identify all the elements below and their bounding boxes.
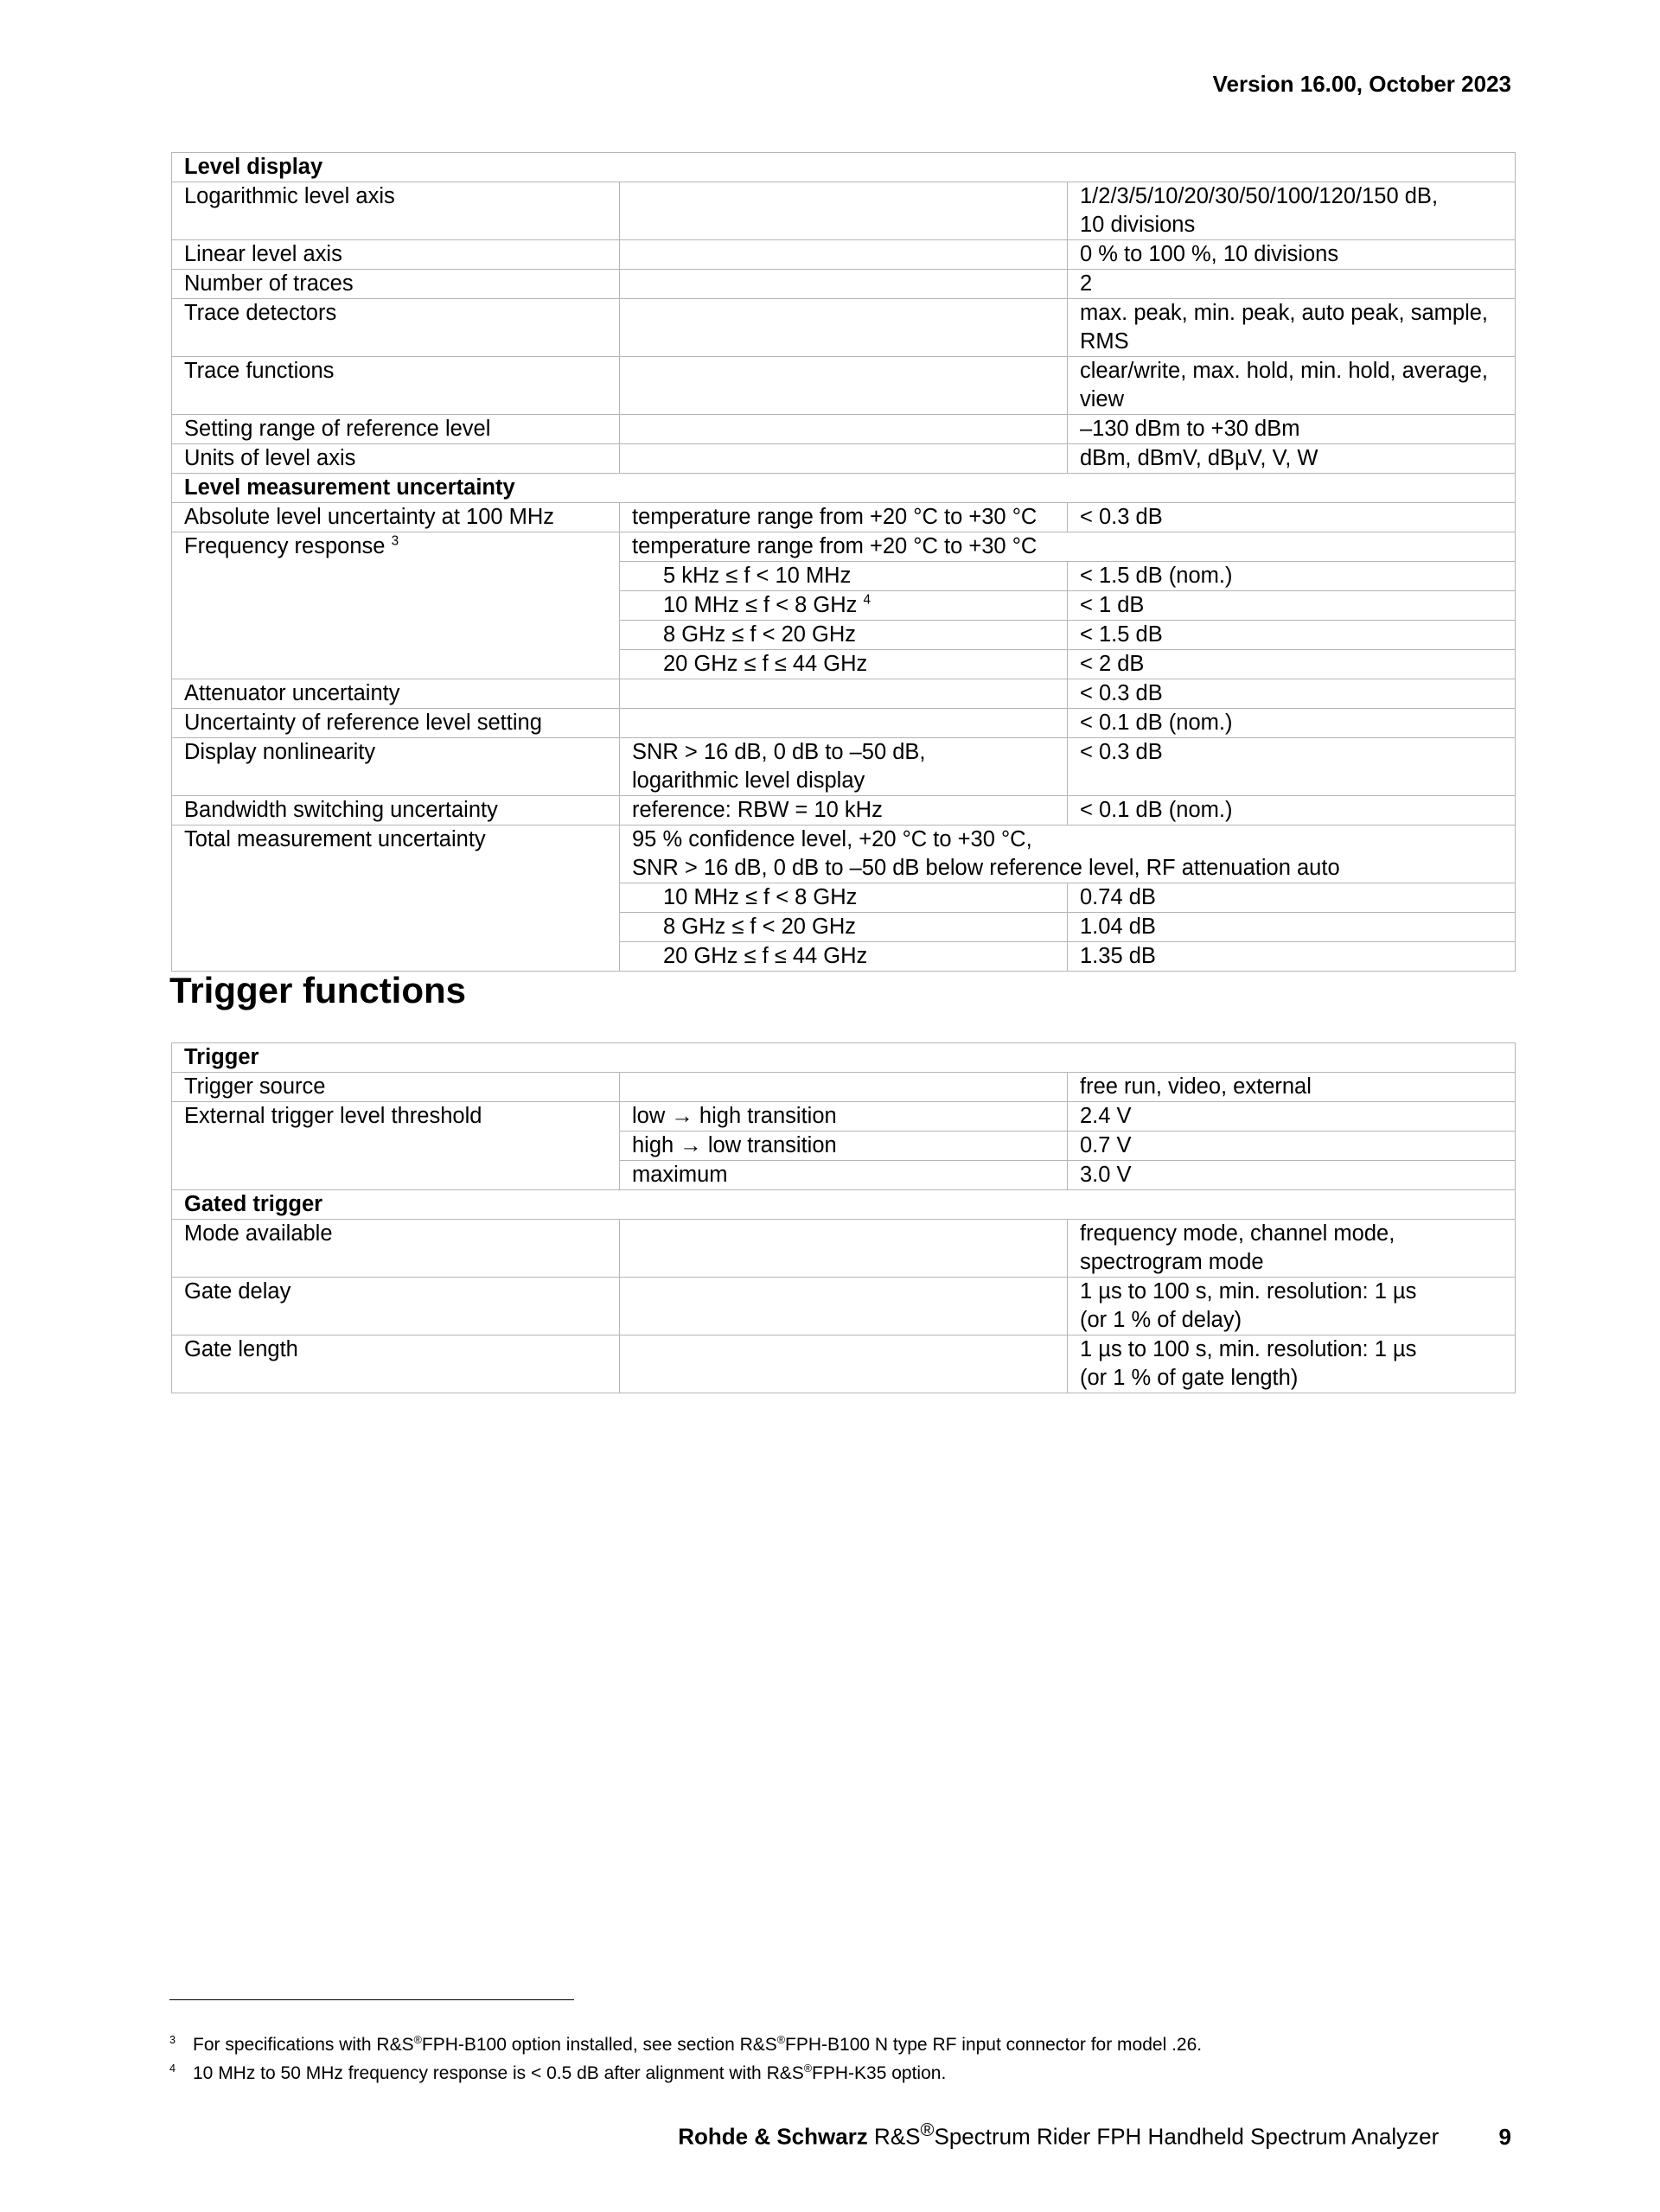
- table-row: [172, 240, 1516, 270]
- row-label: Trace detectors: [172, 299, 620, 357]
- footnote-3: $^3$ For specifications with R&S®FPH-B100 option installed, see section R&S®FPH-B100 N type RF input connector for model .26.: [169, 2034, 1203, 2055]
- table-row: [172, 444, 1516, 474]
- row-label: Logarithmic level axis: [172, 182, 620, 240]
- row-condition: maximum: [620, 1161, 1068, 1190]
- row-condition: 95 % confidence level, +20 °C to +30 °C, SNR > 16 dB, 0 dB to –50 dB below reference level, RF attenuation auto: [620, 826, 1516, 883]
- row-condition: [620, 415, 1068, 444]
- row-value: max. peak, min. peak, auto peak, sample, RMS: [1068, 299, 1516, 357]
- row-value: < 2 dB: [1068, 650, 1516, 679]
- row-label: Mode available: [172, 1220, 620, 1278]
- row-label: Trace functions: [172, 357, 620, 415]
- row-range: 20 GHz ≤ f ≤ 44 GHz: [620, 942, 1068, 972]
- footnote-divider: [169, 1999, 574, 2000]
- registered-mark: ®: [920, 2119, 935, 2140]
- row-range: 10 MHz ≤ f < 8 GHz: [620, 883, 1068, 913]
- row-label: Setting range of reference level: [172, 415, 620, 444]
- row-value: < 0.3 dB: [1068, 503, 1516, 532]
- row-value: –130 dBm to +30 dBm: [1068, 415, 1516, 444]
- table-row: [172, 1190, 1516, 1220]
- row-label: Bandwidth switching uncertainty: [172, 796, 620, 826]
- footer-brand: Rohde & Schwarz: [678, 2123, 868, 2150]
- row-condition: [620, 709, 1068, 738]
- table-row: [172, 1220, 1516, 1278]
- table-row: [172, 357, 1516, 415]
- footer-product: Spectrum Rider FPH Handheld Spectrum Analyzer: [934, 2123, 1440, 2150]
- row-value: free run, video, external: [1068, 1073, 1516, 1102]
- row-condition: [620, 182, 1068, 240]
- row-condition: [620, 270, 1068, 299]
- row-condition: [620, 240, 1068, 270]
- row-condition: [620, 1335, 1068, 1393]
- row-value: 1/2/3/5/10/20/30/50/100/120/150 dB, 10 divisions: [1068, 182, 1516, 240]
- table-row: [172, 182, 1516, 240]
- table-row: [172, 1043, 1516, 1073]
- row-label: External trigger level threshold: [172, 1102, 620, 1190]
- row-label: Display nonlinearity: [172, 738, 620, 796]
- row-range: 8 GHz ≤ f < 20 GHz: [620, 621, 1068, 650]
- row-condition: [620, 679, 1068, 709]
- table-row: [172, 1278, 1516, 1335]
- version-header: Version 16.00, October 2023: [1212, 71, 1511, 97]
- table-row: [172, 679, 1516, 709]
- level-spec-table: [171, 152, 1516, 972]
- table-row: [172, 1102, 1516, 1131]
- trigger-spec-table: [171, 1042, 1516, 1393]
- row-value: 2.4 V: [1068, 1102, 1516, 1131]
- row-value: 3.0 V: [1068, 1161, 1516, 1190]
- row-condition: [620, 1073, 1068, 1102]
- row-condition: reference: RBW = 10 kHz: [620, 796, 1068, 826]
- table-row: [172, 738, 1516, 796]
- row-value: clear/write, max. hold, min. hold, average, view: [1068, 357, 1516, 415]
- table-row: [172, 826, 1516, 883]
- row-value: 1 µs to 100 s, min. resolution: 1 µs (or 1 % of gate length): [1068, 1335, 1516, 1393]
- footnote-ref: 3: [391, 533, 399, 549]
- section-title-level-display: Level display: [172, 153, 1516, 182]
- row-label: Units of level axis: [172, 444, 620, 474]
- row-value: < 0.3 dB: [1068, 679, 1516, 709]
- section-title-gated-trigger: Gated trigger: [172, 1190, 1516, 1220]
- table-row: [172, 1073, 1516, 1102]
- page-number: 9: [1498, 2123, 1511, 2150]
- row-range: 8 GHz ≤ f < 20 GHz: [620, 913, 1068, 942]
- row-range: 20 GHz ≤ f ≤ 44 GHz: [620, 650, 1068, 679]
- table-row: [172, 299, 1516, 357]
- row-value: frequency mode, channel mode, spectrogram mode: [1068, 1220, 1516, 1278]
- footnote-ref: 4: [863, 592, 872, 608]
- row-value: dBm, dBmV, dBµV, V, W: [1068, 444, 1516, 474]
- table-row: [172, 796, 1516, 826]
- section-title-trigger: Trigger: [172, 1043, 1516, 1073]
- row-label: Gate length: [172, 1335, 620, 1393]
- row-value: < 0.1 dB (nom.): [1068, 796, 1516, 826]
- row-range: 10 MHz ≤ f < 8 GHz $^4$: [620, 591, 1068, 621]
- row-label: Uncertainty of reference level setting: [172, 709, 620, 738]
- row-label: Attenuator uncertainty: [172, 679, 620, 709]
- table-row: [172, 474, 1516, 503]
- row-condition: SNR > 16 dB, 0 dB to –50 dB, logarithmic level display: [620, 738, 1068, 796]
- row-condition: temperature range from +20 °C to +30 °C: [620, 503, 1068, 532]
- row-value: < 1.5 dB: [1068, 621, 1516, 650]
- row-label: Gate delay: [172, 1278, 620, 1335]
- row-value: < 0.1 dB (nom.): [1068, 709, 1516, 738]
- table-row: [172, 1335, 1516, 1393]
- row-condition: [620, 357, 1068, 415]
- row-label: Number of traces: [172, 270, 620, 299]
- footnote-4: $^4$ 10 MHz to 50 MHz frequency response is < 0.5 dB after alignment with R&S®FPH-K35 option.: [169, 2062, 947, 2083]
- row-condition: high → low transition: [620, 1131, 1068, 1161]
- table-row: [172, 153, 1516, 182]
- section-heading-trigger-functions: Trigger functions: [169, 970, 467, 1010]
- row-label: Linear level axis: [172, 240, 620, 270]
- table-row: [172, 503, 1516, 532]
- page-footer: [678, 2119, 1511, 2151]
- table-row: [172, 270, 1516, 299]
- row-value: 1 µs to 100 s, min. resolution: 1 µs (or 1 % of delay): [1068, 1278, 1516, 1335]
- row-label: Absolute level uncertainty at 100 MHz: [172, 503, 620, 532]
- row-value: 0.74 dB: [1068, 883, 1516, 913]
- row-value: < 1 dB: [1068, 591, 1516, 621]
- table-row: [172, 532, 1516, 562]
- row-condition: [620, 444, 1068, 474]
- row-condition: temperature range from +20 °C to +30 °C: [620, 532, 1516, 562]
- row-condition: [620, 299, 1068, 357]
- section-title-level-meas-uncertainty: Level measurement uncertainty: [172, 474, 1516, 503]
- row-value: 1.04 dB: [1068, 913, 1516, 942]
- row-range: 5 kHz ≤ f < 10 MHz: [620, 562, 1068, 591]
- row-value: 2: [1068, 270, 1516, 299]
- row-label: Trigger source: [172, 1073, 620, 1102]
- row-value: 0.7 V: [1068, 1131, 1516, 1161]
- row-label: Frequency response $^3$: [172, 532, 620, 679]
- row-value: < 0.3 dB: [1068, 738, 1516, 796]
- row-condition: [620, 1278, 1068, 1335]
- table-row: [172, 709, 1516, 738]
- row-value: 0 % to 100 %, 10 divisions: [1068, 240, 1516, 270]
- row-label: Total measurement uncertainty: [172, 826, 620, 972]
- row-value: < 1.5 dB (nom.): [1068, 562, 1516, 591]
- row-condition: [620, 1220, 1068, 1278]
- row-value: 1.35 dB: [1068, 942, 1516, 972]
- table-row: [172, 415, 1516, 444]
- footer-product-prefix: R&S: [874, 2123, 921, 2150]
- row-condition: low → high transition: [620, 1102, 1068, 1131]
